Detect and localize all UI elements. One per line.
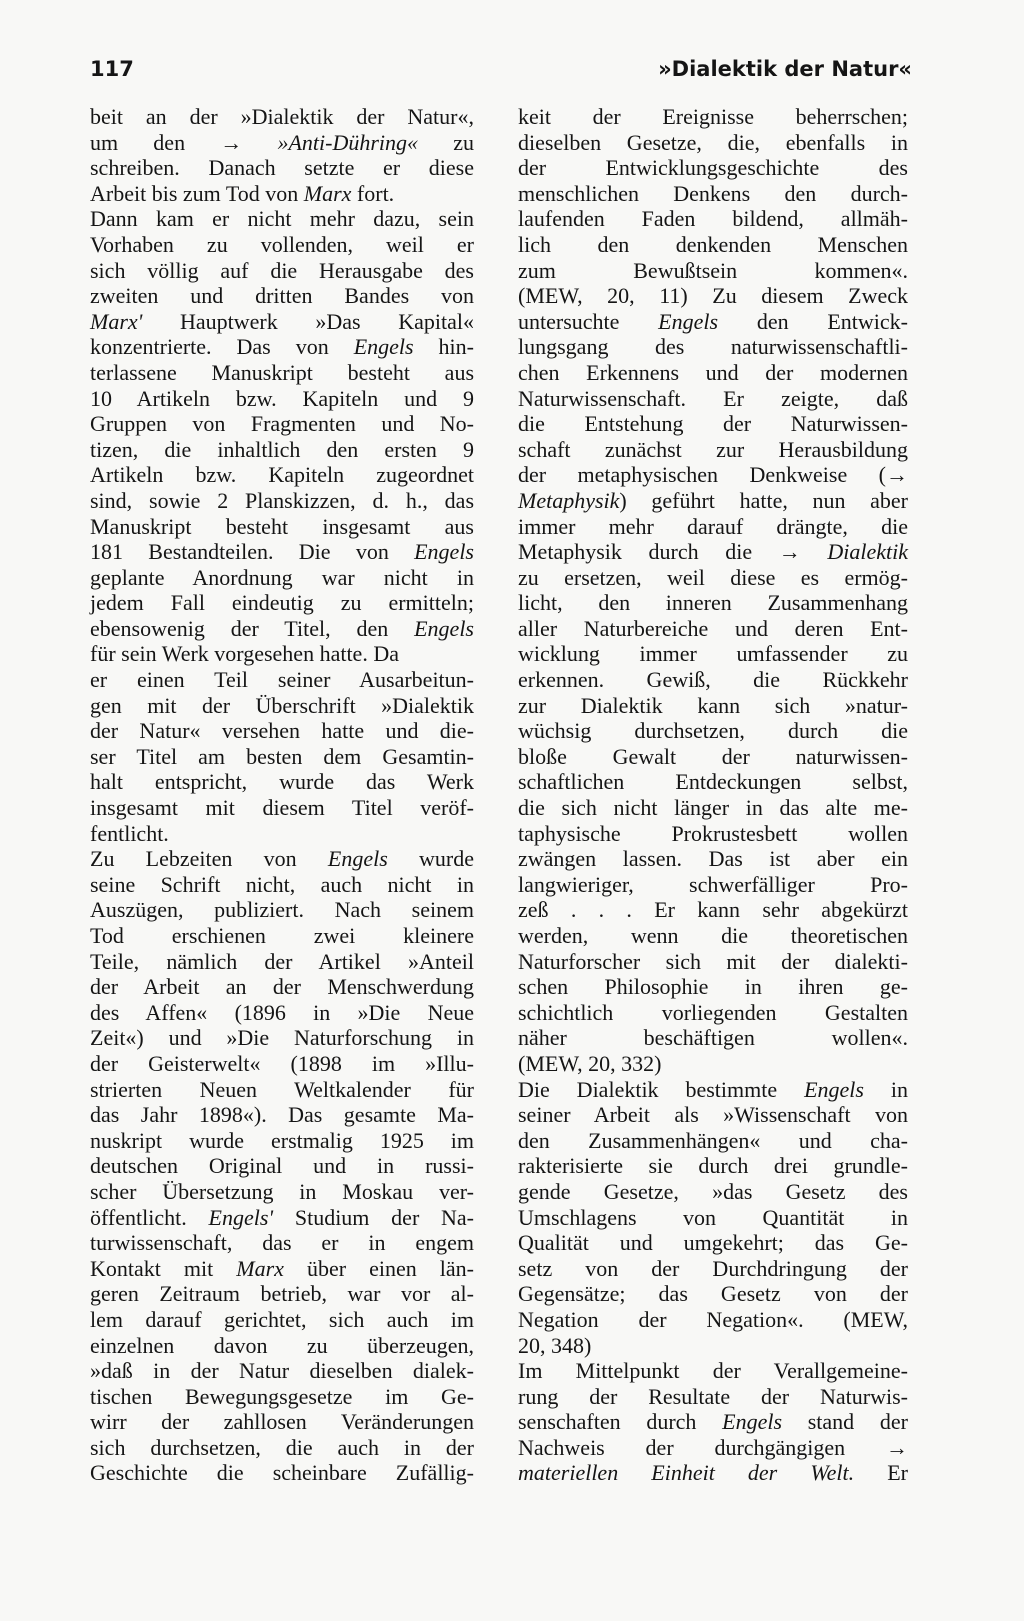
text-line: menschlichen Denkens den durch-: [518, 180, 908, 206]
text-line: Naturforscher sich mit der dialekti-: [518, 948, 908, 974]
text-line: laufenden Faden bildend, allmäh-: [518, 206, 908, 232]
text-line: dieselben Gesetze, die, ebenfalls in: [518, 129, 908, 155]
text-line: aller Naturbereiche und deren Ent-: [518, 615, 908, 641]
text-line: zu ersetzen, weil diese es ermög-: [518, 564, 908, 590]
text-line: strierten Neuen Weltkalender für: [90, 1076, 474, 1102]
text-line: lungsgang des naturwissenschaftli-: [518, 334, 908, 360]
text-line: er einen Teil seiner Ausarbeitun-: [90, 667, 474, 693]
text-line: wüchsig durchsetzen, durch die: [518, 718, 908, 744]
text-line: zum Bewußtsein kommen«.: [518, 257, 908, 283]
text-line: Negation der Negation«. (MEW,: [518, 1306, 908, 1332]
text-line: der Natur« versehen hatte und die-: [90, 718, 474, 744]
text-line: chen Erkennens und der modernen: [518, 359, 908, 385]
text-line: das Jahr 1898«). Das gesamte Ma-: [90, 1102, 474, 1128]
text-line: jedem Fall eindeutig zu ermitteln;: [90, 590, 474, 616]
text-line: terlassene Manuskript besteht aus: [90, 359, 474, 385]
text-line: deutschen Original und in russi-: [90, 1153, 474, 1179]
text-line: sich durchsetzen, die auch in der: [90, 1434, 474, 1460]
text-line: Gruppen von Fragmenten und No-: [90, 411, 474, 437]
text-line: Geschichte die scheinbare Zufällig-: [90, 1460, 474, 1486]
section-title: »Dialektik der Natur«: [658, 57, 912, 81]
text-line: geplante Anordnung war nicht in: [90, 564, 474, 590]
text-line: schen Philosophie in ihren ge-: [518, 974, 908, 1000]
running-head: [90, 54, 912, 84]
text-line: schreiben. Danach setzte er diese: [90, 155, 474, 181]
text-line: seiner Arbeit als »Wissenschaft von: [518, 1102, 908, 1128]
text-line: öffentlicht. Engels' Studium der Na-: [90, 1204, 474, 1230]
right-text-column: [518, 104, 908, 1486]
text-line: bloße Gewalt der naturwissen-: [518, 743, 908, 769]
text-line: rung der Resultate der Naturwis-: [518, 1383, 908, 1409]
text-line: Im Mittelpunkt der Verallgemeine-: [518, 1358, 908, 1384]
text-line: schichtlich vorliegenden Gestalten: [518, 999, 908, 1025]
text-line: wirr der zahllosen Veränderungen: [90, 1409, 474, 1435]
text-line: beit an der »Dialektik der Natur«,: [90, 104, 474, 129]
text-line: zeß . . . Er kann sehr abgekürzt: [518, 897, 908, 923]
text-line: Naturwissenschaft. Er zeigte, daß: [518, 385, 908, 411]
left-text-column: [90, 104, 474, 1486]
text-line: lem darauf gerichtet, sich auch im: [90, 1306, 474, 1332]
text-line: schaftlichen Entdeckungen selbst,: [518, 769, 908, 795]
text-line: licht, den inneren Zusammenhang: [518, 590, 908, 616]
text-line: der Arbeit an der Menschwerdung: [90, 974, 474, 1000]
text-line: werden, wenn die theoretischen: [518, 923, 908, 948]
text-line: gen mit der Überschrift »Dialektik: [90, 692, 474, 718]
text-line: um den → »Anti-Dühring« zu: [90, 129, 474, 155]
text-line: Teile, nämlich der Artikel »Anteil: [90, 948, 474, 974]
text-line: setz von der Durchdringung der: [518, 1255, 908, 1281]
text-line: Manuskript besteht insgesamt aus: [90, 513, 474, 539]
text-line: Marx' Hauptwerk »Das Kapital«: [90, 308, 474, 334]
text-line: (MEW, 20, 11) Zu diesem Zweck: [518, 283, 908, 309]
text-line: den Zusammenhängen« und cha-: [518, 1127, 908, 1153]
text-line: materiellen Einheit der Welt. Er: [518, 1460, 908, 1486]
text-line: halt entspricht, wurde das Werk: [90, 769, 474, 795]
text-line: 10 Artikeln bzw. Kapiteln und 9: [90, 385, 474, 411]
text-line: Arbeit bis zum Tod von Marx fort.: [90, 180, 395, 206]
text-line: tischen Bewegungsgesetze im Ge-: [90, 1383, 474, 1409]
text-line: der Entwicklungsgeschichte des: [518, 155, 908, 181]
text-line: konzentrierte. Das von Engels hin-: [90, 334, 474, 360]
text-line: »daß in der Natur dieselben dialek-: [90, 1358, 474, 1384]
text-line: Auszügen, publiziert. Nach seinem: [90, 897, 474, 923]
text-line: zweiten und dritten Bandes von: [90, 283, 474, 309]
text-line: Gegensätze; das Gesetz von der: [518, 1281, 908, 1307]
text-line: Metaphysik durch die → Dialektik: [518, 539, 908, 565]
text-line: rakterisierte sie durch drei grundle-: [518, 1153, 908, 1179]
text-line: geren Zeitraum betrieb, war vor al-: [90, 1281, 474, 1307]
text-line: Metaphysik) geführt hatte, nun aber: [518, 487, 908, 513]
text-line: für sein Werk vorgesehen hatte. Da: [90, 641, 399, 667]
text-line: zwängen lassen. Das ist aber ein: [518, 846, 908, 872]
text-line: zur Dialektik kann sich »natur-: [518, 692, 908, 718]
page-number: 117: [90, 57, 134, 81]
text-line: Kontakt mit Marx über einen län-: [90, 1255, 475, 1281]
text-line: insgesamt mit diesem Titel veröf-: [90, 795, 474, 821]
text-line: nuskript wurde erstmalig 1925 im: [90, 1127, 474, 1153]
text-line: Vorhaben zu vollenden, weil er: [90, 231, 474, 257]
text-line: des Affen« (1896 in »Die Neue: [90, 999, 474, 1025]
text-line: Tod erschienen zwei kleinere: [90, 923, 474, 948]
text-line: ser Titel am besten dem Gesamtin-: [90, 743, 474, 769]
text-line: näher beschäftigen wollen«.: [518, 1025, 908, 1051]
text-line: tizen, die inhaltlich den ersten 9: [90, 436, 474, 462]
text-line: ebensowenig der Titel, den Engels: [90, 615, 474, 641]
text-line: langwieriger, schwerfälliger Pro-: [518, 871, 908, 897]
text-line: gende Gesetze, »das Gesetz des: [518, 1178, 908, 1204]
text-line: erkennen. Gewiß, die Rückkehr: [518, 667, 908, 693]
text-line: die Entstehung der Naturwissen-: [518, 411, 908, 437]
text-line: Die Dialektik bestimmte Engels in: [518, 1076, 908, 1102]
text-line: scher Übersetzung in Moskau ver-: [90, 1178, 474, 1204]
text-line: untersuchte Engels den Entwick-: [518, 308, 908, 334]
text-line: lich den denkenden Menschen: [518, 231, 908, 257]
text-line: sich völlig auf die Herausgabe des: [90, 257, 474, 283]
text-line: der metaphysischen Denkweise (→: [518, 462, 908, 488]
text-line: immer mehr darauf drängte, die: [518, 513, 908, 539]
text-line: 181 Bestandteilen. Die von Engels: [90, 539, 474, 565]
text-line: turwissenschaft, das er in engem: [90, 1230, 474, 1256]
text-line: Zu Lebzeiten von Engels wurde: [90, 846, 474, 872]
text-line: sind, sowie 2 Planskizzen, d. h., das: [90, 487, 474, 513]
text-line: Qualität und umgekehrt; das Ge-: [518, 1230, 908, 1256]
text-line: Nachweis der durchgängigen →: [518, 1434, 908, 1460]
text-line: schaft zunächst zur Herausbildung: [518, 436, 908, 462]
text-line: keit der Ereignisse beherrschen;: [518, 104, 908, 129]
text-line: Zeit«) und »Die Naturforschung in: [90, 1025, 474, 1051]
text-line: Artikeln bzw. Kapiteln zugeordnet: [90, 462, 474, 488]
text-line: Dann kam er nicht mehr dazu, sein: [90, 206, 474, 232]
text-line: seine Schrift nicht, auch nicht in: [90, 871, 474, 897]
text-line: fentlicht.: [90, 820, 169, 846]
text-line: Umschlagens von Quantität in: [518, 1204, 908, 1230]
text-line: der Geisterwelt« (1898 im »Illu-: [90, 1050, 474, 1076]
text-line: die sich nicht länger in das alte me-: [518, 795, 908, 821]
text-line: 20, 348): [518, 1332, 592, 1358]
text-line: einzelnen davon zu überzeugen,: [90, 1332, 474, 1358]
text-line: (MEW, 20, 332): [518, 1050, 662, 1076]
text-line: wicklung immer umfassender zu: [518, 641, 908, 667]
text-line: taphysische Prokrustesbett wollen: [518, 820, 908, 846]
text-line: senschaften durch Engels stand der: [518, 1409, 908, 1435]
